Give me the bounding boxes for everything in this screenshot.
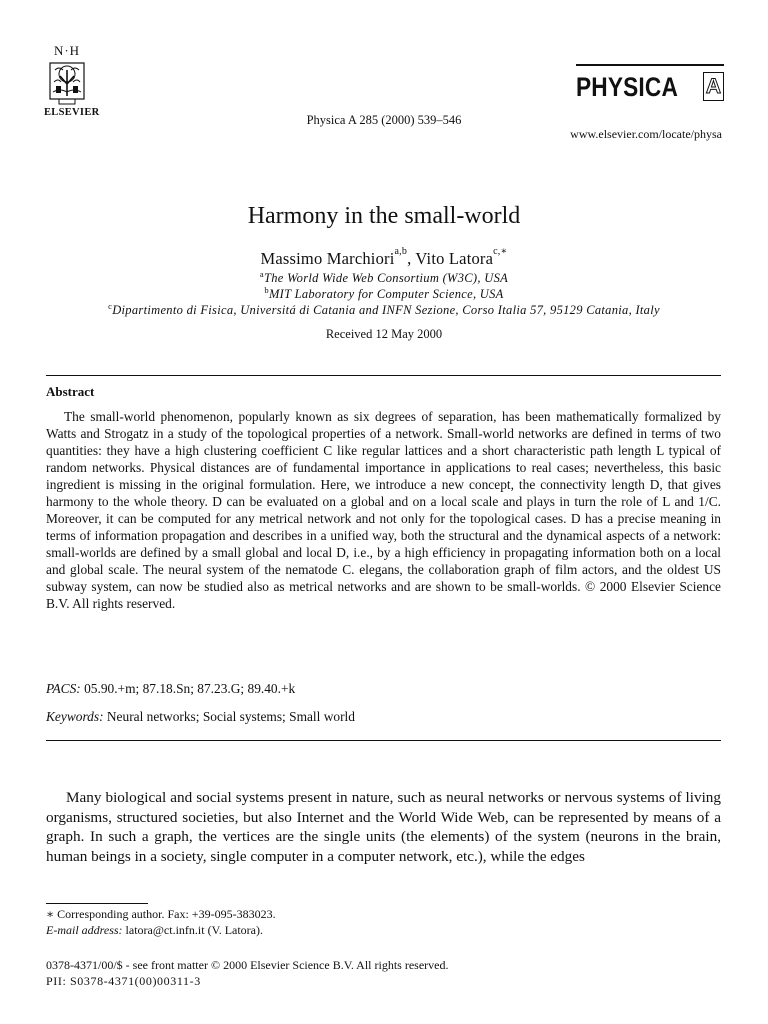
affiliation-marker: c — [108, 301, 113, 311]
pacs-codes: 05.90.+m; 87.18.Sn; 87.23.G; 89.40.+k — [84, 681, 296, 696]
keywords-line — [46, 709, 355, 725]
abstract-text — [46, 408, 721, 612]
article-title: Harmony in the small-world — [247, 203, 521, 229]
abstract-top-rule — [46, 375, 721, 376]
affiliation-text: MIT Laboratory for Computer Science, USA — [268, 287, 504, 301]
footnote-rule — [46, 903, 148, 904]
abstract-body: The small-world phenomenon, popularly known as six degrees of separation, has been mathematically formalized by Watts and Strogatz in a study of the topological properties of a network. Small-world networks are defined in terms of two quantities: they have a high clustering coefficient C like regular lattices and a short characteristic path length L typical of random networks. Physical distances are of fundamental importance in applications to real cases; nevertheless, this basic ingredient is missing in the original formulation. Here, we introduce a new concept, the connectivity length D, that gives harmony to the whole theory. D can be evaluated on a global and on a local scale and plays in turn the role of L and 1/C. Moreover, it can be computed for any metrical network and not only for the topological cases. D has a precise meaning in terms of information propagation and describes in a unified way, both the structural and the dynamical aspects of a network: small-worlds are defined by a small global and local D, i.e., by a high efficiency in propagating information both on a local and global scale. The neural system of the nematode C. elegans, the collaboration graph of film actors, and the oldest US subway system, can now be studied also as metrical networks and are shown to be small-worlds. © 2000 Elsevier Science B.V. All rights reserved. — [46, 409, 721, 611]
affiliation-text: The World Wide Web Consortium (W3C), USA — [264, 271, 509, 285]
email-address[interactable]: latora@ct.infn.it (V. Latora). — [125, 923, 263, 937]
affiliation — [0, 303, 768, 318]
email-note — [46, 923, 263, 938]
affiliation-marker: b — [264, 285, 269, 295]
publisher-mark: N·H — [53, 43, 81, 58]
brand-rule — [576, 64, 724, 66]
publisher-logo — [44, 43, 100, 119]
brand-name: PHYSICA — [576, 72, 679, 102]
keywords-label: Keywords: — [46, 709, 104, 724]
author-separator: , — [407, 249, 416, 268]
brand-letter: A — [703, 72, 724, 101]
abstract-bottom-rule — [46, 740, 721, 741]
tree-emblem-icon — [47, 60, 87, 106]
affiliation-text: Dipartimento di Fisica, Universitá di Catania and INFN Sezione, Corso Italia 57, 95129 Catania, Italy — [112, 303, 660, 317]
journal-brand — [576, 64, 724, 110]
issn-line: 0378-4371/00/$ - see front matter © 2000 Elsevier Science B.V. All rights reserved. — [46, 958, 449, 972]
publisher-name: ELSEVIER — [44, 107, 100, 118]
corresponding-author-note: ∗ Corresponding author. Fax: +39-095-383023. — [46, 907, 276, 921]
author-affil-marker: c,∗ — [493, 246, 508, 257]
affiliation — [0, 271, 768, 286]
author-name: Vito Latora — [415, 249, 494, 268]
body-paragraph — [46, 788, 721, 866]
pacs-line — [46, 681, 295, 697]
received-date: Received 12 May 2000 — [325, 327, 443, 341]
author-line — [0, 246, 768, 269]
email-label: E-mail address: — [46, 923, 123, 937]
affiliation — [0, 287, 768, 302]
body-text: Many biological and social systems present in nature, such as neural networks or nervous systems of living organisms, structured societies, but also Internet and the World Wide Web, can be represented by means of a graph. In such a graph, the vertices are the single units (the elements) of the system (neurons in the brain, human beings in a society, single computer in a computer network, etc.), while the edges — [46, 789, 721, 865]
keywords-list: Neural networks; Social systems; Small world — [106, 709, 355, 724]
pacs-label: PACS: — [46, 681, 81, 696]
affiliation-marker: a — [259, 269, 264, 279]
abstract-heading: Abstract — [46, 384, 95, 399]
author-name: Massimo Marchiori — [260, 249, 395, 268]
pii-line: PII: S0378-4371(00)00311-3 — [46, 974, 201, 988]
author-affil-marker: a,b — [394, 246, 408, 257]
journal-reference: Physica A 285 (2000) 539–546 — [306, 113, 462, 127]
journal-url[interactable]: www.elsevier.com/locate/physa — [570, 127, 722, 141]
